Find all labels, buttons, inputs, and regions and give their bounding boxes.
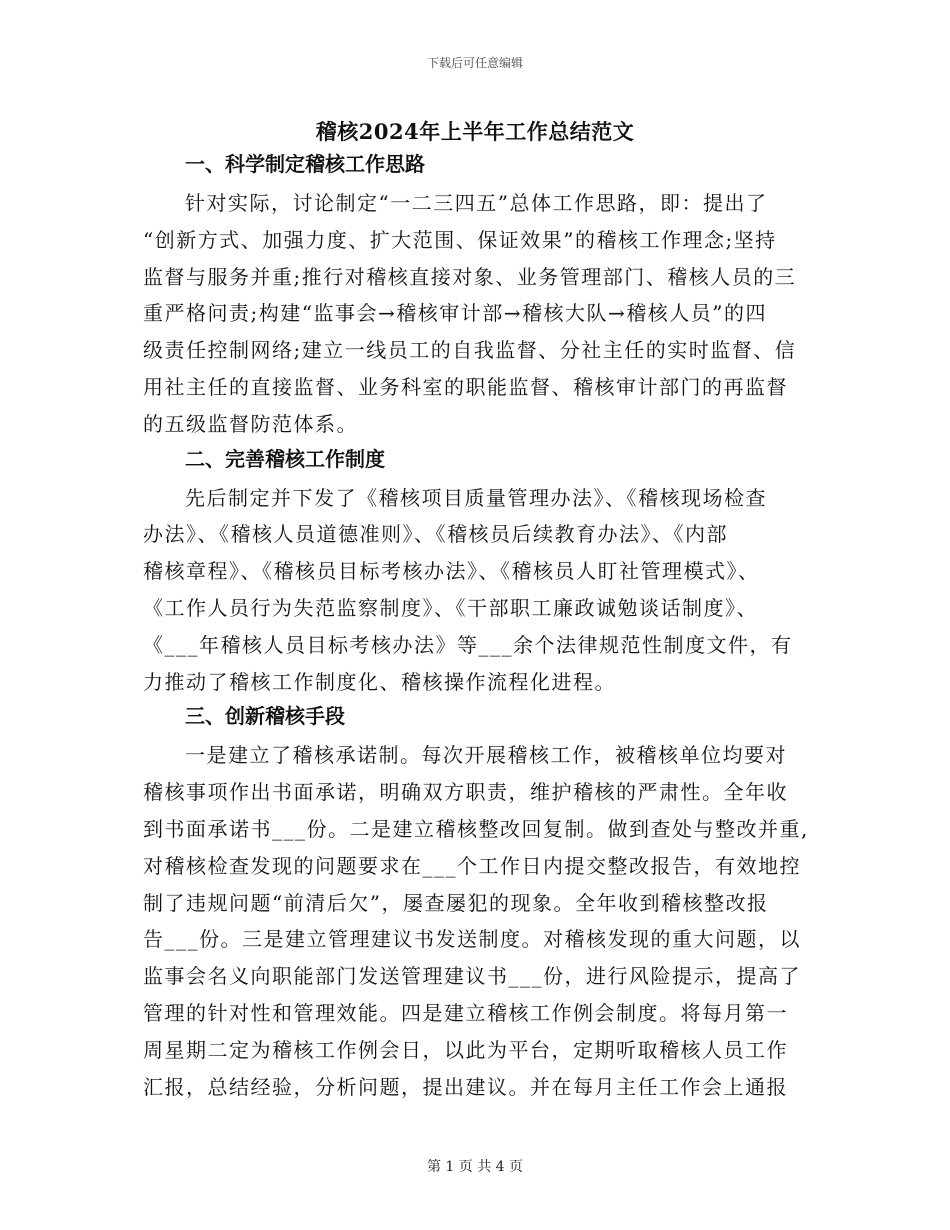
paragraph-line: 周星期二定为稽核工作例会日，以此为平台，定期听取稽核人员工作 (143, 1037, 788, 1062)
paragraph-line: 监事会名义向职能部门发送管理建议书___份，进行风险提示，提高了 (143, 964, 801, 989)
paragraph-line: 的五级监督防范体系。 (143, 411, 358, 436)
paragraph-line: “创新方式、加强力度、扩大范围、保证效果”的稽核工作理念;坚持 (143, 227, 777, 252)
paragraph-line: 《工作人员行为失范监察制度》、《干部职工廉政诚勉谈话制度》、 (143, 595, 758, 620)
paragraph-line: 《___年稽核人员目标考核办法》等___余个法律规范性制度文件，有 (143, 632, 793, 657)
paragraph-line: 针对实际，讨论制定“一二三四五”总体工作思路，即：提出了 (185, 191, 768, 215)
paragraph-line: 到书面承诺书___份。二是建立稽核整改回复制。做到查处与整改并重, (143, 816, 809, 841)
header-note: 下载后可任意编辑 (426, 56, 523, 70)
paragraph-line: 用社主任的直接监督、业务科室的职能监督、稽核审计部门的再监督 (143, 374, 788, 399)
document-title: 稽核2024年上半年工作总结范文 (315, 119, 635, 144)
paragraph-line: 先后制定并下发了《稽核项目质量管理办法》、《稽核现场检查 (185, 485, 767, 510)
paragraph-line: 告___份。三是建立管理建议书发送制度。对稽核发现的重大问题，以 (143, 927, 801, 952)
paragraph-line: 监督与服务并重;推行对稽核直接对象、业务管理部门、稽核人员的三 (143, 264, 797, 289)
section-2 (143, 443, 823, 701)
section-heading: 一、科学制定稽核工作思路 (185, 152, 425, 176)
paragraph-line: 稽核事项作出书面承诺，明确双方职责，维护稽核的严肃性。全年收 (143, 780, 788, 805)
paragraph-line: 级责任控制网络;建立一线员工的自我监督、分社主任的实时监督、信 (143, 338, 797, 363)
paragraph-line: 汇报，总结经验，分析问题，提出建议。并在每月主任工作会上通报 (143, 1074, 788, 1099)
paragraph-line: 力推动了稽核工作制度化、稽核操作流程化进程。 (143, 669, 616, 694)
paragraph-line: 办法》、《稽核人员道德准则》、《稽核员后续教育办法》、《内部 (143, 522, 728, 547)
section-heading: 三、创新稽核手段 (185, 704, 345, 729)
section-1 (143, 148, 823, 443)
paragraph-line: 一是建立了稽核承诺制。每次开展稽核工作，被稽核单位均要对 (185, 743, 787, 768)
paragraph-line: 制了违规问题“前清后欠”，屡查屡犯的现象。全年收到稽核整改报 (143, 890, 769, 915)
paragraph-line: 稽核章程》、《稽核员目标考核办法》、《稽核员人盯社管理模式》、 (143, 559, 760, 584)
section-3 (143, 700, 823, 1105)
paragraph-line: 对稽核检查发现的问题要求在___个工作日内提交整改报告，有效地控 (143, 853, 801, 878)
page-number-footer: 第 1 页 共 4 页 (426, 1159, 524, 1175)
paragraph-line: 管理的针对性和管理效能。四是建立稽核工作例会制度。将每月第一 (143, 1000, 788, 1025)
section-heading: 二、完善稽核工作制度 (185, 446, 385, 471)
document-body (143, 148, 823, 1105)
paragraph-line: 重严格问责;构建“监事会→稽核审计部→稽核大队→稽核人员”的四 (143, 301, 767, 326)
